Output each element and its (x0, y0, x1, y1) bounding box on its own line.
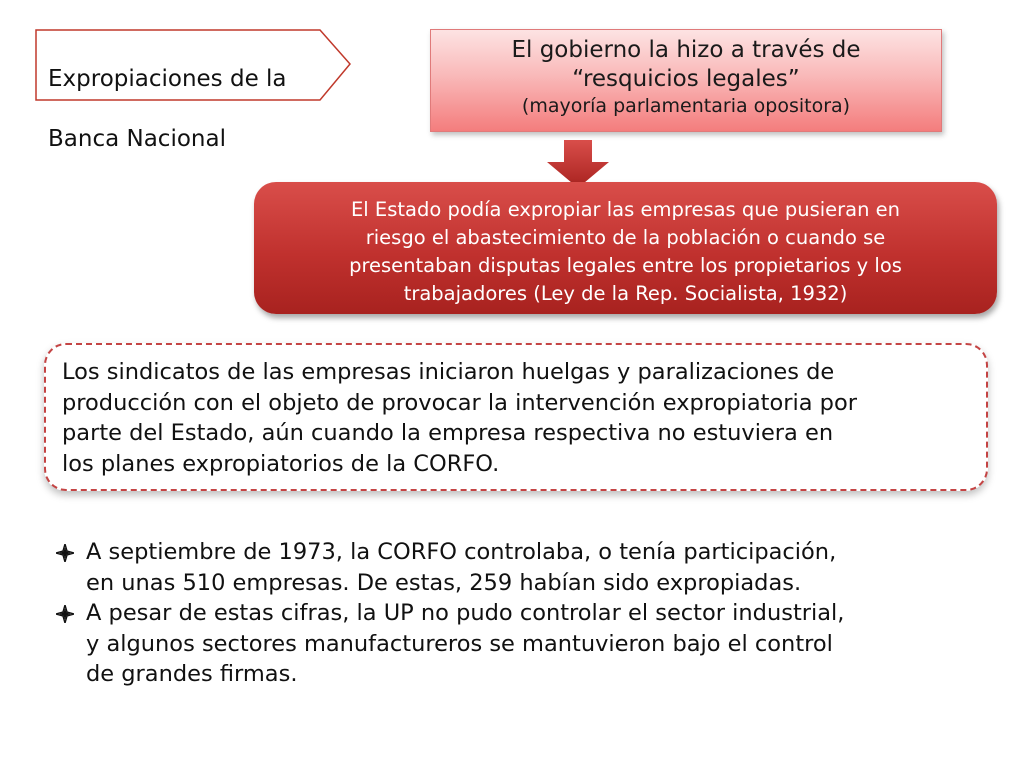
pentagon-title-line: Banca Nacional (48, 126, 226, 152)
bullet-line: A pesar de estas cifras, la UP no pudo controlar el sector industrial, (86, 600, 845, 626)
bullet-item (56, 598, 986, 690)
expropriation-law-line: trabajadores (Ley de la Rep. Socialista, 1932) (403, 282, 848, 305)
unions-strikes-line: producción con el objeto de provocar la intervención expropiatoria por (62, 389, 857, 416)
legal-loopholes-box (430, 29, 942, 132)
bullet-line: A septiembre de 1973, la CORFO controlaba, o tenía participación, (86, 539, 837, 565)
unions-strikes-box (44, 343, 988, 491)
expropriation-law-line: presentaban disputas legales entre los propietarios y los (349, 254, 902, 277)
diamond-bullet-icon (56, 544, 74, 562)
pentagon-title (48, 34, 287, 184)
legal-loopholes-line: “resquicios legales” (572, 66, 800, 92)
unions-strikes-line: los planes expropiatorios de la CORFO. (62, 450, 500, 477)
pentagon-title-line: Expropiaciones de la (48, 66, 287, 92)
legal-loopholes-line: El gobierno la hizo a través de (511, 37, 861, 63)
bullet-line: de grandes firmas. (86, 661, 298, 687)
legal-loopholes-subtitle: (mayoría parlamentaria opositora) (521, 95, 851, 117)
expropriation-law-box (254, 182, 997, 314)
bullet-item (56, 537, 986, 598)
expropriation-law-line: riesgo el abastecimiento de la población o cuando se (365, 226, 886, 249)
title-pentagon (30, 24, 356, 152)
bullet-line: y algunos sectores manufactureros se mantuvieron bajo el control (86, 630, 833, 657)
bullet-list (56, 537, 986, 690)
expropriation-law-line: El Estado podía expropiar las empresas que pusieran en (350, 198, 901, 221)
bullet-line: en unas 510 empresas. De estas, 259 habían sido expropiadas. (86, 569, 802, 596)
unions-strikes-line: Los sindicatos de las empresas iniciaron huelgas y paralizaciones de (62, 359, 835, 385)
unions-strikes-line: parte del Estado, aún cuando la empresa respectiva no estuviera en (62, 420, 834, 446)
diamond-bullet-icon (56, 605, 74, 623)
